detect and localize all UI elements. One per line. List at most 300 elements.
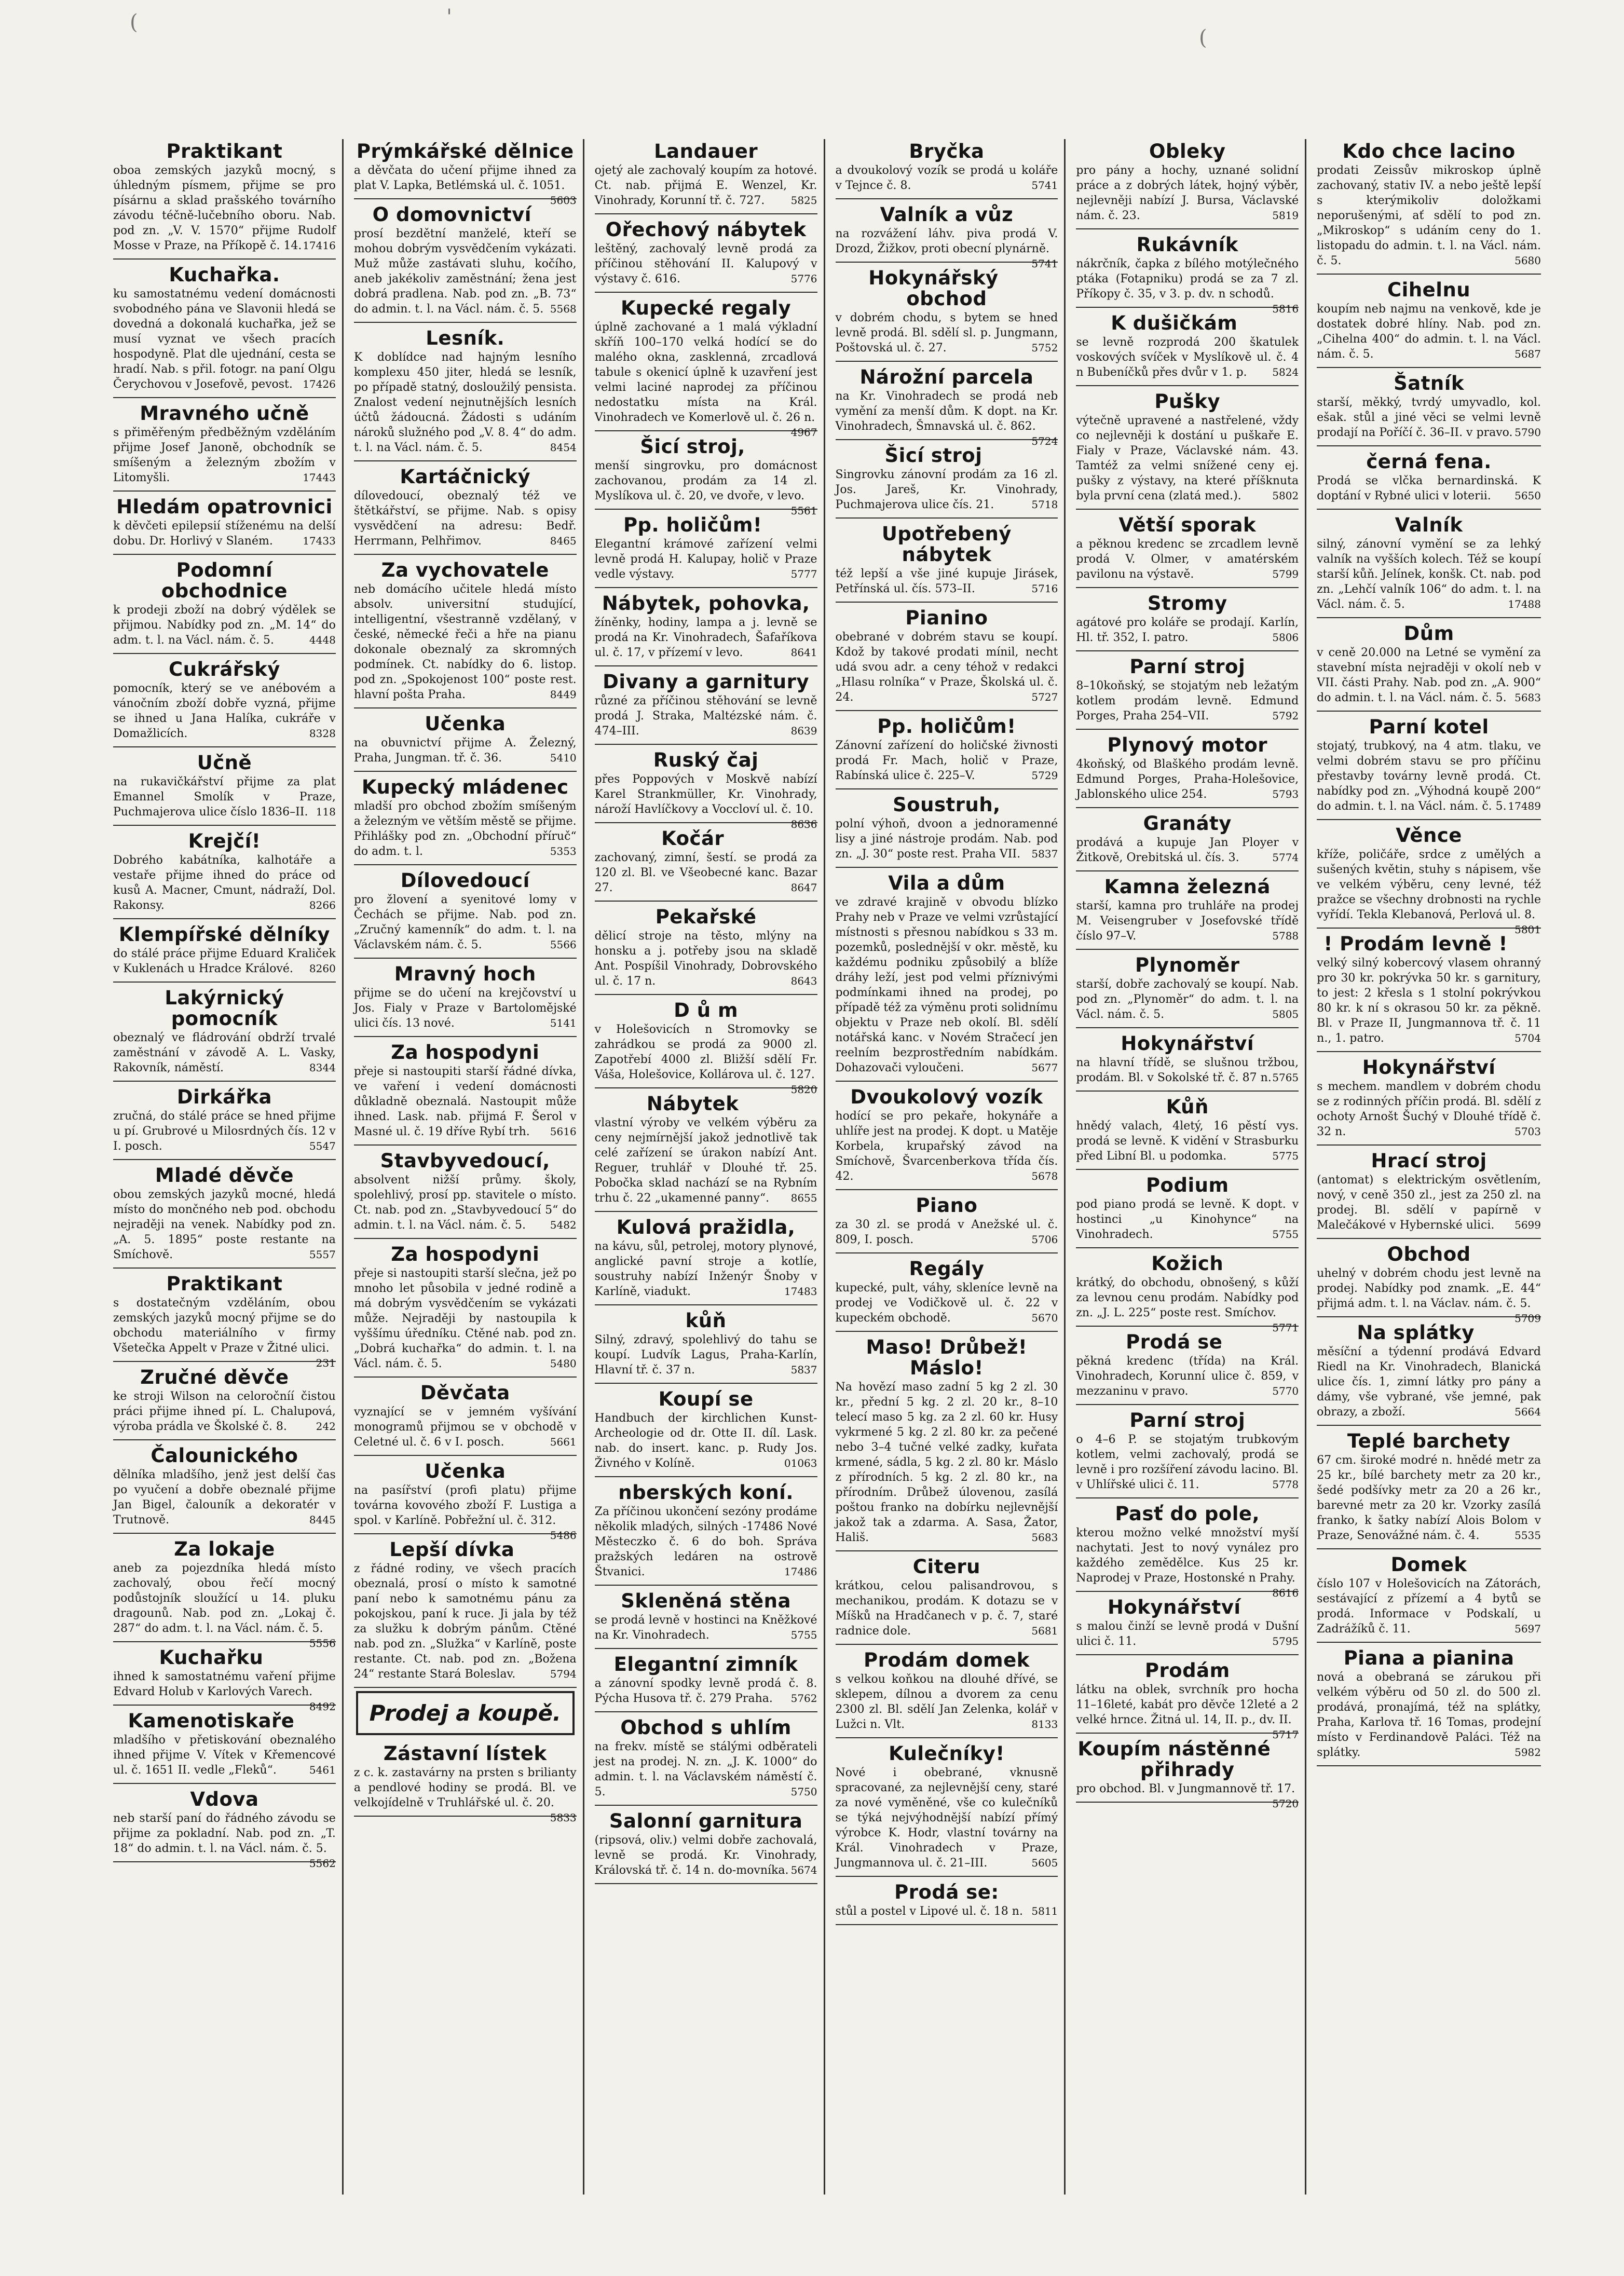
ad-number: 17426 bbox=[303, 378, 336, 390]
ad-title: Elegantní zimník bbox=[613, 1653, 798, 1675]
ad-body bbox=[836, 1578, 1058, 1639]
ad-text: starší, kamna pro truhláře na prodej M. Veisengruber v Josefovské třídě číslo 97–V. bbox=[1076, 900, 1299, 943]
ad-body bbox=[1317, 1453, 1541, 1543]
ad-text: dílovedoucí, obeznalý též ve štětkářství, se přijme. Nab. s opisy vysvědčení na adresu: Bedř. Herrmann, Pelhřimov. bbox=[353, 489, 577, 548]
ad-title: Mladé děvče bbox=[155, 1164, 294, 1187]
classified-ad bbox=[354, 1242, 577, 1378]
ad-body bbox=[1317, 1173, 1541, 1233]
ad-number: 5727 bbox=[1031, 691, 1058, 703]
ad-body bbox=[353, 1483, 577, 1542]
ad-body bbox=[836, 1765, 1058, 1871]
ad-title: Lesník. bbox=[426, 327, 505, 349]
ad-number: 8133 bbox=[1031, 1718, 1058, 1730]
ad-title: Kamenotiskaře bbox=[128, 1710, 295, 1732]
ad-title: Ořechový nábytek bbox=[605, 219, 807, 241]
classified-ad bbox=[1076, 1173, 1299, 1248]
ad-text: úplně zachované a 1 malá výkladní skříň 100–170 velká hodící se do malého okna, zasklenná, zrcadlová tabule s okenicí úplně k uzavření jest velmi laciné naprodej za příčinou nedostatku místa na Král. Vinohradech ve Komerlově ul. č. 26 n. bbox=[594, 321, 817, 424]
ad-number: 5697 bbox=[1514, 1623, 1541, 1635]
ad-text: mladší pro obchod zbožím smíšeným a železným ve větším městě se přijme. Přihlášky pod zn. „Obchodní příruč“ do adm. t. l. bbox=[353, 800, 577, 858]
ad-body bbox=[113, 1030, 336, 1075]
classified-ad bbox=[1076, 811, 1299, 871]
classified-ad bbox=[836, 606, 1058, 711]
ad-title: Kdo chce lacino bbox=[1342, 140, 1516, 162]
ad-number: 8445 bbox=[309, 1514, 336, 1526]
ad-body bbox=[595, 241, 817, 287]
ad-title: Maso! Drůbež! Máslo! bbox=[866, 1336, 1028, 1379]
classified-ad bbox=[836, 443, 1058, 519]
ad-text: velký silný kobercový vlasem ohranný pro 30 kr. pokrývka 50 kr. s garnitury, to jest: 2 křesla s 1 stolní pokrývkou 80 kr. k ní s okrasou 50 kr. za pěkně. Bl. v Praze II, Jungmannova tř. č. 11 n., 1. patro. bbox=[1317, 957, 1541, 1045]
ad-text: obou zemských jazyků mocné, hledá místo do mončného neb pod. obchodu nejraději na venek. Nabídky pod zn. „A. 5. 1895“ poste restante na Smíchově. bbox=[113, 1188, 336, 1261]
ad-body bbox=[354, 1064, 577, 1139]
classified-ad bbox=[113, 495, 336, 555]
ad-text: starší, měkký, tvrdý umyvadlo, kol. ešak. stůl a jiné věci se velmi levně prodají na Poříčí č. 36–II. v pravo. bbox=[1317, 396, 1541, 439]
ad-body bbox=[595, 1332, 817, 1378]
ad-number: 5683 bbox=[1514, 691, 1541, 704]
ad-number: 8266 bbox=[309, 899, 336, 911]
classified-ad bbox=[354, 1040, 577, 1146]
ad-body bbox=[1076, 1619, 1299, 1649]
ad-body bbox=[354, 1405, 577, 1450]
ad-text: na Kr. Vinohradech se prodá neb vymění za menší dům. K dopt. na Kr. Vinohradech, Šmnavská ul. č. 862. bbox=[835, 390, 1058, 433]
ad-text: Zánovní zařízení do holičské živnosti prodá Fr. Mach, holič v Praze, Rabínská ulice č. 225–V. bbox=[835, 739, 1058, 782]
ad-body bbox=[836, 566, 1058, 596]
ad-text: obeznalý ve fládrování obdrží trvalé zaměstnání v závodě A. L. Vasky, Rakovník, náměstí. bbox=[113, 1031, 336, 1074]
ad-body bbox=[836, 816, 1058, 862]
classified-ad bbox=[1317, 513, 1541, 618]
ad-text: starší, dobře zachovalý se koupí. Nab. pod zn. „Plynoměr“ do adm. t. l. na Václ. nám. č. 5. bbox=[1076, 978, 1299, 1021]
classified-ad bbox=[1076, 1737, 1299, 1810]
ad-title: Učenka bbox=[425, 1460, 506, 1482]
ad-number: 5982 bbox=[1514, 1746, 1541, 1759]
ad-number: 5616 bbox=[550, 1125, 577, 1138]
ad-number: 17488 bbox=[1508, 598, 1541, 610]
ad-text: ve zdravé krajině v obvodu blízko Prahy neb v Praze ve velmi vzrůstající místnosti s přesnou nabídkou s 33 m. pozemků, poslednější v okr. městě, ku každému podniku způsobilý a blíže dráhy leží, jest pod velmi příznivými podmínkami ihned na prodej, po případě též za výměnu proti solidnímu objektu v Praze neb okolí. Bl. sdělí notářská kanc. v Novém Stračecí jen reelním bezprostředním nabídkám. Dohazovači vyloučeni. bbox=[835, 896, 1058, 1074]
ad-title: Stavbyvedoucí, bbox=[380, 1150, 550, 1172]
classified-ad bbox=[113, 1365, 336, 1440]
ad-number: 5670 bbox=[1031, 1312, 1058, 1324]
ad-body bbox=[595, 1115, 817, 1206]
ad-body bbox=[1076, 1525, 1299, 1599]
ad-number: 5681 bbox=[1031, 1625, 1058, 1637]
ad-title: Nábytek bbox=[646, 1093, 739, 1115]
ad-text: kříže, poličáře, srdce z umělých a sušených květin, stuhy s nápisem, vše ve velkém výběru, ceny levné, též pražce se všechny drobnosti na rychle vyřídí. Tekla Klebanová, Perlová ul. 8. bbox=[1317, 848, 1541, 921]
ad-number: 8655 bbox=[790, 1192, 817, 1204]
classified-ad bbox=[354, 465, 577, 555]
ad-body bbox=[835, 226, 1058, 270]
ad-title: Pasť do pole, bbox=[1115, 1503, 1260, 1525]
classified-ad bbox=[1076, 1502, 1299, 1599]
ad-number: 8641 bbox=[790, 646, 817, 659]
ad-body bbox=[1076, 1781, 1299, 1810]
ad-text: 67 cm. široké modré n. hnědé metr za 25 kr., bílé barchety metr za 20 kr., šedé podšívky metr za 20 a 26 kr., barevné metr za 20 kr. Vzorky zasílá franko, k šatky nabízí Alois Bolom v Praze, Senovážné nám. č. 4. bbox=[1317, 1454, 1541, 1542]
ad-title: Salonní garnitura bbox=[609, 1810, 803, 1832]
ad-title: Piana a pianina bbox=[1343, 1647, 1514, 1669]
ad-body bbox=[354, 1173, 577, 1233]
ad-text: a zánovní spodky levně prodá č. 8. Pýcha Husova tř. č. 279 Praha. bbox=[594, 1677, 817, 1705]
ad-body bbox=[595, 1739, 817, 1800]
ad-number: 8449 bbox=[550, 688, 577, 701]
classified-ad bbox=[595, 139, 817, 214]
ad-title: Parní stroj bbox=[1129, 656, 1246, 678]
ad-title: Soustruh, bbox=[893, 794, 1001, 816]
ad-number: 5568 bbox=[550, 303, 577, 315]
ad-text: pro obchod. Bl. v Jungmannově tř. 17. bbox=[1076, 1782, 1295, 1795]
ad-body bbox=[1317, 163, 1541, 268]
ad-title: Kulečníky! bbox=[889, 1742, 1005, 1765]
ad-title: Lepší dívka bbox=[389, 1538, 515, 1561]
classified-ad bbox=[595, 1387, 817, 1477]
ad-text: uhelný v dobrém chodu jest levně na prodej. Nabídky pod znamk. „E. 44“ přijmá adm. t. l. na Václav. nám. č. 5. bbox=[1317, 1267, 1541, 1310]
ad-text: na rukavičkářství přijme za plat Emannel Smolík v Praze, Puchmajerova ulice číslo 1836–II. bbox=[113, 775, 336, 819]
ad-number: 5811 bbox=[1031, 1905, 1058, 1917]
ad-title: Cihelnu bbox=[1387, 279, 1471, 301]
ad-number: 4448 bbox=[309, 634, 336, 646]
classified-ad bbox=[1076, 733, 1299, 808]
ad-title: Dílovedoucí bbox=[400, 869, 530, 892]
ad-number: 242 bbox=[316, 1420, 336, 1433]
ad-text: krátký, do obchodu, obnošený, s kůží za levnou cenu prodám. Nabídky pod zn. „J. L. 225“ poste rest. Smíchov. bbox=[1076, 1276, 1299, 1319]
ad-title: Prýmkářské dělnice bbox=[356, 140, 574, 162]
ad-text: prodati Zeissův mikroskop úplně zachovaný, stativ IV. a nebo ještě lepší s kterýmikoliv doložkami neporušenými, ať sdělí to pod zn. „Mikroskop“ s udáním ceny do 1. listopadu do admin. t. l. na Václ. nám. č. 5. bbox=[1317, 164, 1541, 267]
classified-ad bbox=[113, 1645, 336, 1713]
ad-body bbox=[836, 1904, 1058, 1919]
ad-text: z c. k. zastavárny na prsten s brilianty a pendlové hodiny se prodá. Bl. ve velkojídelně v Truhlářské ul. č. 20. bbox=[353, 1766, 577, 1809]
ad-title: Šicí stroj, bbox=[640, 435, 745, 458]
classified-ad bbox=[1076, 1251, 1299, 1334]
ad-body bbox=[836, 1380, 1058, 1545]
classified-ad bbox=[1317, 715, 1541, 820]
ad-text: k děvčeti epilepsií stíženému na delší dobu. Dr. Horlivý v Slaném. bbox=[113, 520, 336, 548]
ad-number: 5561 bbox=[790, 505, 817, 517]
ad-number: 5741 bbox=[1031, 257, 1058, 270]
ad-number: 5793 bbox=[1272, 788, 1299, 800]
ad-number: 17416 bbox=[303, 239, 336, 252]
ad-number: 8454 bbox=[550, 441, 577, 454]
ad-number: 8643 bbox=[790, 975, 817, 987]
classified-ad bbox=[1317, 823, 1541, 936]
ad-title: Kuchařku bbox=[159, 1646, 264, 1669]
ad-body bbox=[113, 946, 336, 976]
ad-title: Lakýrnický pomocník bbox=[165, 987, 284, 1030]
ad-number: 118 bbox=[316, 806, 336, 818]
ad-body bbox=[1317, 395, 1541, 440]
classified-columns bbox=[107, 139, 1547, 2195]
classified-ad bbox=[113, 1787, 336, 1870]
ad-number: 5837 bbox=[790, 1364, 817, 1376]
ad-text: na frekv. místě se stálými odběrateli jest na prodej. N. zn. „J. K. 1000“ do admin. t. l. na Václavském náměstí č. 5. bbox=[594, 1740, 817, 1798]
ad-body bbox=[594, 1022, 817, 1096]
ad-text: měsíční a týdenní prodává Edvard Riedl na Kr. Vinohradech, Blanická ulice čís. 1, zimní látky pro pány a dámy, vše vybrané, vše jemné, pak obrazy, a zboží. bbox=[1317, 1345, 1541, 1419]
ad-number: 4967 bbox=[790, 426, 817, 439]
ad-text: krátkou, celou palisandrovou, s mechanikou, prodám. K dotazu se v Míšků na Hradčanech v p. č. 7, staré radnice dole. bbox=[835, 1579, 1058, 1638]
ad-body bbox=[113, 603, 336, 648]
ad-body bbox=[595, 1504, 817, 1579]
classified-ad bbox=[594, 748, 817, 830]
ad-text: v Holešovicích n Stromovky se zahrádkou se prodá za 9000 zl. Zapotřebí 4000 zl. Bližší sdělí Fr. Váša, Holešovice, Kollárova ul. č. 127. bbox=[594, 1023, 817, 1081]
ad-title: Ruský čaj bbox=[653, 749, 759, 771]
ad-text: pod piano prodá se levně. K dopt. v hostinci „u Kinohynce“ na Vinohradech. bbox=[1076, 1198, 1299, 1241]
ad-body bbox=[1076, 678, 1299, 724]
ad-number: 8492 bbox=[309, 1700, 336, 1713]
ad-text: se prodá levně v hostinci na Kněžkové na Kr. Vinohradech. bbox=[594, 1614, 817, 1642]
ad-text: za 30 zl. se prodá v Anežské ul. č. 809, I. posch. bbox=[835, 1218, 1058, 1246]
ad-number: 5794 bbox=[550, 1668, 577, 1680]
ad-title: Za hospodyni bbox=[391, 1243, 540, 1265]
ad-body bbox=[1076, 1354, 1299, 1399]
ad-body bbox=[113, 1467, 336, 1528]
ad-body bbox=[595, 1613, 817, 1643]
ad-number: 5776 bbox=[790, 272, 817, 285]
ad-number: 5816 bbox=[1272, 303, 1299, 315]
ad-column-2 bbox=[348, 139, 584, 2195]
ad-number: 5709 bbox=[1514, 1312, 1541, 1325]
ad-text: různé za příčinou stěhování se levně prodá J. Straka, Maltézské nám. č. 474–III. bbox=[594, 694, 817, 738]
ad-title: Podomní obchodnice bbox=[161, 559, 288, 602]
ad-text: neb starší paní do řádného závodu se přijme za pokladní. Nab. pod zn. „T. 18“ do admin. t. l. na Václ. nám. č. 5. bbox=[113, 1812, 336, 1855]
ad-text: silný, zánovní vymění se za lehký valník na vyšších kolech. Též se koupí starší kůň. Jelínek, konšk. Ct. nab. pod zn. „Lehčí valník 106“ do adm. t. l. na Václ. nám. č. 5. bbox=[1317, 538, 1541, 611]
page-mark-right: ( bbox=[1199, 26, 1207, 50]
ad-number: 5557 bbox=[309, 1248, 336, 1261]
ad-text: vlastní výroby ve velkém výběru za ceny nejmírnější jakož jednotlivě tak celé zařízení se úrakon nabízí Ant. Reguer, truhlář v Dlouhé tř. 25. Pobočka sklad nachází se na Rybním trhu č. 22 „ukamenné panny“. bbox=[594, 1116, 817, 1205]
classified-ad bbox=[113, 657, 336, 747]
ad-title: Zástavní lístek bbox=[383, 1742, 547, 1765]
ad-text: Dobrého kabátníka, kalhotáře a vestaře přijme ihned do práce od kusů A. Macner, Cmunt, nádraží, Dol. Rakonsy. bbox=[113, 854, 336, 912]
ad-text: pěkná kredenc (třída) na Král. Vinohradech, Korunní ulice č. 859, v mezzaninu v pravo. bbox=[1076, 1355, 1299, 1398]
ad-number: 5788 bbox=[1272, 930, 1299, 942]
ad-number: 5603 bbox=[550, 194, 577, 207]
ad-text: pro pány a hochy, uznané solidní práce a z dobrých látek, hojný výběr, nejlevněji nabízí J. Bursa, Václavské nám. č. 23. bbox=[1076, 164, 1299, 222]
ad-body bbox=[113, 1109, 336, 1154]
classified-ad bbox=[113, 1272, 336, 1369]
ad-text: kterou možno velké množství myší nachytati. Jest to nový vynález pro každého zemědělce. Kus 25 kr. Naprodej v Praze, Hostonské n Prahy. bbox=[1076, 1527, 1299, 1585]
classified-ad bbox=[354, 1537, 577, 1688]
classified-ad bbox=[113, 922, 336, 983]
classified-ad bbox=[113, 1085, 336, 1160]
ad-title: Granáty bbox=[1143, 812, 1232, 835]
ad-title: Piano bbox=[916, 1194, 978, 1217]
ad-text: s velkou koňkou na dlouhé dřívé, se sklepem, dílnou a dvorem za cenu 2300 zl. Bl. sdělí Jan Zelenka, kolář v Lužci n. Vlt. bbox=[835, 1673, 1058, 1731]
classified-ad bbox=[113, 1537, 336, 1650]
ad-body bbox=[113, 1811, 336, 1870]
ad-body bbox=[1317, 1079, 1541, 1139]
ad-text: zachovaný, zimní, šestí. se prodá za 120 zl. Bl. ve Všeobecné kanc. Bazar 27. bbox=[594, 851, 817, 894]
ad-number: 5762 bbox=[790, 1692, 817, 1705]
ad-title: Klempířské dělníky bbox=[118, 923, 330, 946]
ad-text: leštěný, zachovalý levně prodá za příčinou stěhování II. Kalupový v výstavy č. 616. bbox=[594, 242, 817, 285]
classified-ad bbox=[113, 1709, 336, 1784]
ad-number: 5661 bbox=[550, 1436, 577, 1448]
ad-body bbox=[113, 1733, 336, 1778]
ad-title: Hokynářství bbox=[1362, 1056, 1496, 1079]
classified-ad bbox=[354, 558, 577, 708]
classified-ad bbox=[595, 1480, 817, 1586]
ad-text: k prodeji zboží na dobrý výdělek se přijmou. Nabídky pod zn. „M. 14“ do adm. t. l. na Václ. nám. č. 5. bbox=[113, 604, 336, 647]
ad-number: 5353 bbox=[550, 845, 577, 857]
ad-title: Čalounického bbox=[151, 1444, 298, 1467]
ad-text: se levně rozprodá 200 škatulek voskových svíček v Myslíkově ul. č. 4 n Bubeníčků přes dvůr v 1. p. bbox=[1076, 336, 1299, 379]
ad-number: 5687 bbox=[1514, 348, 1541, 360]
ad-text: Prodá se vlčka bernardinská. K doptání v Rybné ulici v loterii. bbox=[1317, 474, 1541, 502]
ad-column-4 bbox=[829, 139, 1066, 2195]
ad-text: na pasířství (profi platu) přijme továrna kovového zboží F. Lustiga a spol. v Karlíně. Pobřežní ul. č. 312. bbox=[353, 1484, 577, 1527]
ad-body bbox=[113, 163, 336, 253]
ad-body bbox=[836, 467, 1058, 512]
classified-ad bbox=[1317, 932, 1541, 1052]
ad-title: Kupecký mládenec bbox=[361, 776, 569, 798]
ad-title: Bryčka bbox=[909, 140, 985, 162]
ad-body bbox=[595, 163, 817, 208]
classified-ad bbox=[113, 263, 336, 398]
ad-number: 17433 bbox=[303, 535, 336, 547]
classified-ad bbox=[1317, 1149, 1541, 1239]
classified-ad bbox=[354, 775, 577, 865]
ad-number: 5833 bbox=[550, 1811, 577, 1824]
ad-text: ke stroji Wilson na celoročníí čistou práci přijme ihned pí. L. Chalupová, výroba prádla ve Školské č. 8. bbox=[113, 1390, 336, 1433]
ad-body bbox=[1317, 847, 1541, 936]
ad-body bbox=[1317, 1344, 1541, 1420]
ad-body bbox=[354, 892, 577, 952]
ad-text: ku samostatnému vedení domácnosti svobodného pána ve Slavonii hledá se dovedná a dokonalá kuchařka, jež se musí vyznat ve všech pracích hospodyně. Plat dle ujednání, cesta se hradí. Nab. s přil. fotogr. na paní Olgu Čerychovou v Josefově, pevost. bbox=[113, 288, 336, 391]
classified-ad bbox=[1076, 389, 1299, 510]
ad-text: na kávu, sůl, petrolej, motory plynové, anglické pavní stroje a kotlíe, soustruhy nabízí Inženýr Šnoby v Karlíně, viadukt. bbox=[594, 1240, 817, 1298]
ad-title: černá fena. bbox=[1366, 451, 1492, 473]
ad-title: Za lokaje bbox=[174, 1538, 275, 1560]
ad-title: Zručné děvče bbox=[140, 1366, 289, 1388]
classified-ad bbox=[113, 986, 336, 1082]
ad-title: Parní stroj bbox=[1129, 1409, 1246, 1432]
ad-column-5 bbox=[1070, 139, 1306, 2195]
ad-title: Citeru bbox=[912, 1556, 981, 1578]
ad-number: 5678 bbox=[1031, 1170, 1058, 1182]
ad-number: 5535 bbox=[1514, 1529, 1541, 1542]
classified-ad bbox=[353, 1459, 577, 1542]
ad-body bbox=[113, 1296, 336, 1369]
classified-ad bbox=[836, 1257, 1058, 1332]
ad-text: hnědý valach, 4letý, 16 pěstí vys. prodá se levně. K vidění v Strasburku před Libní Bl. u podomka. bbox=[1076, 1120, 1299, 1163]
classified-ad bbox=[836, 266, 1058, 362]
ad-text: Nové i obebrané, vknusně spracované, za nejlevnější ceny, staré za nové vyměněné, vše co kulečníků se týká nejvýhodnější nabízí přímý výrobce K. Hodr, vlastní továrny na Král. Vinohradech v Praze, Jungmannova ul. č. 21–III. bbox=[835, 1766, 1058, 1870]
ad-number: 5741 bbox=[1031, 179, 1058, 192]
ad-title: Vila a dům bbox=[888, 872, 1005, 894]
ad-number: 8465 bbox=[550, 535, 577, 547]
ad-title: Valník a vůz bbox=[880, 203, 1014, 226]
ad-text: prodává a kupuje Jan Ployer v Žitkově, Orebitská ul. čís. 3. bbox=[1076, 836, 1299, 864]
ad-body bbox=[1317, 1670, 1541, 1760]
ad-body bbox=[836, 310, 1058, 356]
ad-number: 8616 bbox=[1272, 1587, 1299, 1599]
classified-ad bbox=[1317, 1320, 1541, 1426]
ad-title: K dušičkám bbox=[1111, 312, 1238, 334]
ad-text: (ripsová, oliv.) velmi dobře zachovalá, levně se prodá. Kr. Vinohrady, Královská tř. č. 14 n. do-movníka. bbox=[594, 1834, 817, 1877]
classified-ad bbox=[1076, 875, 1299, 950]
ad-number: 5677 bbox=[1031, 1061, 1058, 1074]
ad-title: Skleněná stěna bbox=[621, 1590, 791, 1612]
classified-ad bbox=[594, 998, 817, 1096]
ad-title: Kuchařka. bbox=[169, 264, 280, 286]
ad-number: 5774 bbox=[1272, 851, 1299, 864]
ad-title: Prodá se bbox=[1126, 1331, 1223, 1353]
classified-ad bbox=[595, 1715, 817, 1806]
classified-ad bbox=[594, 434, 817, 517]
ad-body bbox=[354, 1266, 577, 1371]
ad-text: ihned k samostatnému vaření přijme Edvard Holub v Karlových Varech. bbox=[113, 1670, 336, 1698]
ad-body bbox=[836, 1217, 1058, 1247]
ad-body bbox=[354, 226, 577, 317]
ad-text: o 4–6 P. se stojatým trubkovým kotlem, velmi zachovalý, prodá se levně i pro rozšíření závodu lacino. Bl. v Uhlířské ulici č. 11. bbox=[1076, 1433, 1299, 1491]
ad-title: Na splátky bbox=[1357, 1321, 1475, 1344]
classified-ad bbox=[836, 1193, 1058, 1253]
ad-title: Vdova bbox=[190, 1788, 259, 1810]
ad-number: 5825 bbox=[790, 194, 817, 207]
ad-title: Kupecké regaly bbox=[621, 297, 791, 319]
ad-number: 5716 bbox=[1031, 582, 1058, 595]
ad-title: Domek bbox=[1390, 1553, 1467, 1576]
ad-text: na obuvnictví přijme A. Železný, Praha, Jungman. tř. č. 36. bbox=[353, 737, 577, 765]
ad-text: výtečně upravené a nastřelené, vždy co nejlevněji k dostání u puškaře E. Fialy v Praze, Václavské nám. 43. Tamtéž za velmi snížené ceny ej. pušky z výstavy, na které příšknuta byla první cena (zlatá med.). bbox=[1076, 414, 1299, 502]
classified-ad bbox=[354, 202, 577, 323]
ad-body bbox=[353, 1765, 577, 1824]
ad-number: 5792 bbox=[1272, 710, 1299, 722]
ad-body bbox=[595, 537, 817, 582]
ad-text: stůl a postel v Lipové ul. č. 18 n. bbox=[835, 1905, 1023, 1918]
ad-text: s dostatečným vzděláním, obou zemských jazyků mocný přijme se do obchodu materiálního v firmy Všetečka Appelt v Praze v Žitné ulici. bbox=[113, 1297, 336, 1355]
ad-body bbox=[1076, 1432, 1299, 1492]
classified-ad bbox=[836, 1880, 1058, 1925]
ad-number: 17486 bbox=[784, 1565, 817, 1578]
ad-number: 5802 bbox=[1272, 489, 1299, 502]
classified-ad bbox=[1076, 1095, 1299, 1170]
ad-text: menší singrovku, pro domácnost zachovanou, prodám za 14 zl. Myslíkova ul. č. 20, ve dvoře, v levo. bbox=[594, 459, 817, 502]
ad-body bbox=[1076, 1055, 1299, 1085]
ad-number: 5824 bbox=[1272, 366, 1299, 378]
ad-number: 5755 bbox=[1272, 1228, 1299, 1241]
ad-title: Kožich bbox=[1151, 1252, 1224, 1275]
ad-text: aneb za pojezdníka hledá místo zachovalý, obou řečí mocný podůstojník sloužící u 14. pluku dragounů. Nab. pod zn. „Lokaj č. 287“ do adm. t. l. na Václ. nám. č. 5. bbox=[113, 1562, 336, 1635]
ad-title: Mravný hoch bbox=[394, 963, 536, 985]
ad-number: 5683 bbox=[1031, 1531, 1058, 1544]
ad-body bbox=[354, 350, 577, 455]
ad-body bbox=[595, 1676, 817, 1706]
ad-body bbox=[595, 693, 817, 739]
ad-title: Hokynářství bbox=[1121, 1032, 1254, 1055]
ad-body bbox=[354, 488, 577, 549]
ad-title: Upotřebený nábytek bbox=[881, 523, 1012, 566]
ad-number: 5556 bbox=[309, 1637, 336, 1650]
classified-ad bbox=[113, 401, 336, 492]
ad-text: 8–10koňský, se stojatým neb ležatým kotlem prodám levně. Edmund Porges, Praha 254–VII. bbox=[1076, 679, 1299, 723]
ad-number: 5482 bbox=[550, 1219, 577, 1231]
classified-ad bbox=[354, 712, 577, 772]
ad-body bbox=[113, 287, 336, 392]
ad-number: 5806 bbox=[1272, 631, 1299, 644]
ad-body bbox=[1317, 1576, 1541, 1637]
classified-ad bbox=[595, 591, 817, 666]
ad-body bbox=[113, 774, 336, 820]
ad-body bbox=[1317, 302, 1541, 362]
ad-body bbox=[113, 1669, 336, 1713]
ad-body bbox=[595, 929, 817, 989]
ad-number: 5703 bbox=[1514, 1125, 1541, 1138]
ad-text: z řádné rodiny, ve všech pracích obeznalá, prosí o místo k samotné paní nebo k samotnému pánu za pokojskou, paní k ruce. Ji jala by též za služku k dobrým pánům. Ctěné nab. pod zn. „Služka“ v Karlíně, poste restante. Ct. nab. pod zn. „Božena 24“ restante Stará Boleslav. bbox=[353, 1562, 577, 1681]
ad-title: Prodá se: bbox=[894, 1881, 999, 1903]
ad-title: Kulová pražidla, bbox=[616, 1216, 796, 1238]
ad-number: 5778 bbox=[1272, 1478, 1299, 1491]
ad-title: Kamna železná bbox=[1104, 876, 1271, 898]
ad-body bbox=[836, 163, 1058, 193]
classified-ad bbox=[1076, 311, 1299, 386]
ad-number: 5680 bbox=[1514, 254, 1541, 267]
ad-number: 5605 bbox=[1031, 1857, 1058, 1869]
